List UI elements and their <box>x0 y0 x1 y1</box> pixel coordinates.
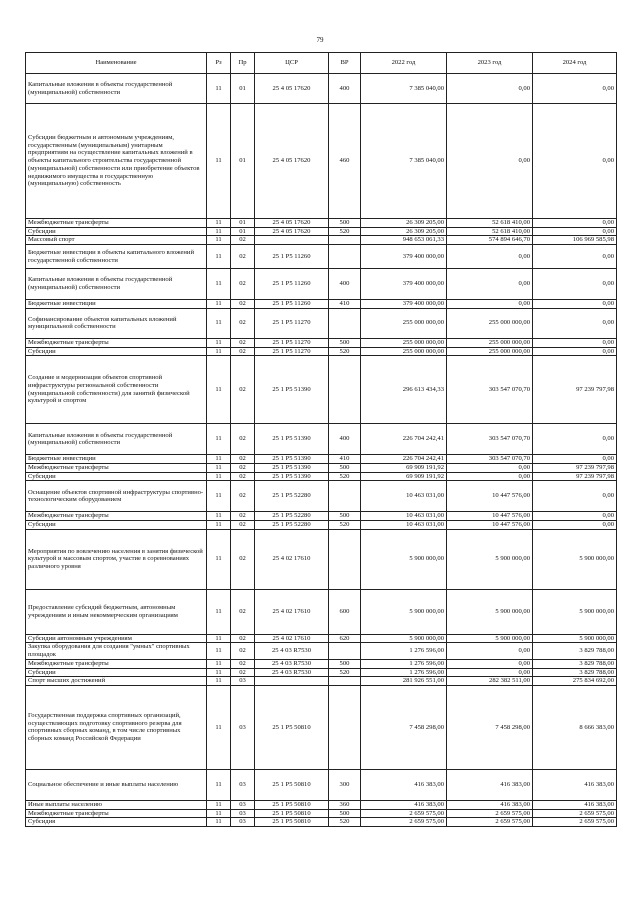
cell-2023: 0,00 <box>447 463 533 472</box>
cell-name: Массовый спорт <box>26 236 207 245</box>
cell-rz: 11 <box>207 227 231 236</box>
cell-2022: 10 463 031,00 <box>361 512 447 521</box>
cell-2024: 0,00 <box>533 74 617 104</box>
table-row <box>26 455 617 464</box>
cell-2022: 255 000 000,00 <box>361 338 447 347</box>
cell-csr: 25 1 P5 50810 <box>255 818 329 827</box>
cell-2022: 379 400 000,00 <box>361 269 447 300</box>
header-2023: 2023 год <box>447 53 533 74</box>
table-row <box>26 227 617 236</box>
cell-rz: 11 <box>207 769 231 800</box>
cell-csr: 25 4 03 R7530 <box>255 668 329 677</box>
cell-pr: 02 <box>231 269 255 300</box>
cell-2024: 97 239 797,98 <box>533 356 617 424</box>
cell-vr: 520 <box>329 472 361 481</box>
table-row <box>26 236 617 245</box>
table-body <box>26 74 617 827</box>
cell-2024: 0,00 <box>533 481 617 512</box>
cell-vr: 500 <box>329 512 361 521</box>
table-row <box>26 818 617 827</box>
cell-vr: 410 <box>329 455 361 464</box>
cell-2024: 5 900 000,00 <box>533 589 617 634</box>
budget-table <box>25 52 617 827</box>
table-row <box>26 104 617 219</box>
cell-csr: 25 1 P5 51390 <box>255 356 329 424</box>
cell-2024: 2 659 575,00 <box>533 809 617 818</box>
cell-name: Межбюджетные трансферты <box>26 463 207 472</box>
cell-pr: 03 <box>231 685 255 769</box>
cell-2023: 7 458 298,00 <box>447 685 533 769</box>
cell-2023: 0,00 <box>447 300 533 309</box>
cell-2023: 10 447 576,00 <box>447 512 533 521</box>
cell-2023: 303 547 070,70 <box>447 356 533 424</box>
cell-2023: 2 659 575,00 <box>447 818 533 827</box>
cell-2022: 416 383,00 <box>361 769 447 800</box>
table-row <box>26 463 617 472</box>
cell-rz: 11 <box>207 685 231 769</box>
cell-name: Создание и модернизация объектов спортивной инфраструктуры региональной собственности (муниципальной собственности) для занятий физической культурой и спортом <box>26 356 207 424</box>
cell-rz: 11 <box>207 677 231 686</box>
header-csr: ЦСР <box>255 53 329 74</box>
cell-vr: 520 <box>329 668 361 677</box>
cell-pr: 03 <box>231 800 255 809</box>
cell-csr: 25 4 02 17610 <box>255 529 329 589</box>
cell-pr: 02 <box>231 634 255 643</box>
cell-name: Бюджетные инвестиции в объекты капитального вложений государственной собственности <box>26 245 207 269</box>
cell-2024: 5 900 000,00 <box>533 529 617 589</box>
cell-pr: 02 <box>231 643 255 659</box>
cell-name: Межбюджетные трансферты <box>26 219 207 228</box>
cell-name: Межбюджетные трансферты <box>26 512 207 521</box>
cell-pr: 03 <box>231 769 255 800</box>
cell-2024: 0,00 <box>533 308 617 338</box>
cell-rz: 11 <box>207 300 231 309</box>
cell-2024: 275 834 692,00 <box>533 677 617 686</box>
cell-2024: 0,00 <box>533 347 617 356</box>
cell-2023: 255 000 000,00 <box>447 338 533 347</box>
cell-csr <box>255 677 329 686</box>
table-row <box>26 481 617 512</box>
cell-rz: 11 <box>207 269 231 300</box>
cell-2022: 296 613 434,33 <box>361 356 447 424</box>
cell-rz: 11 <box>207 668 231 677</box>
cell-2024: 0,00 <box>533 338 617 347</box>
table-row <box>26 74 617 104</box>
table-row <box>26 800 617 809</box>
cell-name: Мероприятия по вовлечению населения в занятия физической культурой и массовым спортом, участие в соревнованиях различного уровня <box>26 529 207 589</box>
cell-csr: 25 4 05 17620 <box>255 219 329 228</box>
cell-csr: 25 1 P5 11260 <box>255 269 329 300</box>
cell-rz: 11 <box>207 659 231 668</box>
cell-rz: 11 <box>207 529 231 589</box>
table-row <box>26 685 617 769</box>
table-row <box>26 769 617 800</box>
cell-2022: 379 400 000,00 <box>361 245 447 269</box>
cell-vr: 520 <box>329 347 361 356</box>
cell-pr: 02 <box>231 521 255 530</box>
cell-2022: 10 463 031,00 <box>361 521 447 530</box>
cell-2023: 10 447 576,00 <box>447 481 533 512</box>
cell-vr <box>329 236 361 245</box>
cell-2023: 52 618 410,00 <box>447 219 533 228</box>
cell-pr: 03 <box>231 677 255 686</box>
table-row <box>26 589 617 634</box>
cell-2023: 0,00 <box>447 668 533 677</box>
cell-rz: 11 <box>207 104 231 219</box>
cell-vr: 520 <box>329 818 361 827</box>
table-row <box>26 512 617 521</box>
cell-vr: 600 <box>329 589 361 634</box>
cell-csr: 25 4 05 17620 <box>255 227 329 236</box>
cell-vr <box>329 245 361 269</box>
table-row <box>26 668 617 677</box>
cell-pr: 02 <box>231 338 255 347</box>
cell-vr: 400 <box>329 269 361 300</box>
cell-name: Спорт высших достижений <box>26 677 207 686</box>
cell-2024: 0,00 <box>533 245 617 269</box>
cell-vr: 500 <box>329 809 361 818</box>
cell-pr: 02 <box>231 308 255 338</box>
cell-vr <box>329 643 361 659</box>
cell-2022: 255 000 000,00 <box>361 347 447 356</box>
cell-vr <box>329 356 361 424</box>
cell-2023: 52 618 410,00 <box>447 227 533 236</box>
cell-vr: 400 <box>329 424 361 455</box>
cell-rz: 11 <box>207 800 231 809</box>
cell-pr: 02 <box>231 347 255 356</box>
cell-pr: 02 <box>231 472 255 481</box>
cell-vr: 360 <box>329 800 361 809</box>
cell-csr: 25 4 05 17620 <box>255 74 329 104</box>
cell-2022: 69 909 191,92 <box>361 463 447 472</box>
cell-vr <box>329 308 361 338</box>
cell-rz: 11 <box>207 643 231 659</box>
cell-rz: 11 <box>207 818 231 827</box>
cell-2022: 69 909 191,92 <box>361 472 447 481</box>
cell-2022: 7 385 040,00 <box>361 104 447 219</box>
cell-pr: 02 <box>231 512 255 521</box>
cell-csr: 25 1 P5 50810 <box>255 800 329 809</box>
cell-2022: 7 385 040,00 <box>361 74 447 104</box>
cell-2022: 255 000 000,00 <box>361 308 447 338</box>
cell-rz: 11 <box>207 521 231 530</box>
cell-2023: 416 383,00 <box>447 769 533 800</box>
cell-2022: 10 463 031,00 <box>361 481 447 512</box>
table-row <box>26 245 617 269</box>
cell-name: Социальное обеспечение и иные выплаты населению <box>26 769 207 800</box>
cell-csr: 25 4 02 17610 <box>255 634 329 643</box>
cell-rz: 11 <box>207 338 231 347</box>
cell-2024: 0,00 <box>533 521 617 530</box>
cell-2024: 0,00 <box>533 219 617 228</box>
cell-pr: 02 <box>231 424 255 455</box>
table-row <box>26 269 617 300</box>
cell-2023: 2 659 575,00 <box>447 809 533 818</box>
cell-2024: 97 239 797,98 <box>533 472 617 481</box>
cell-name: Субсидии <box>26 521 207 530</box>
cell-name: Закупка оборудования для создания "умных" спортивных площадок <box>26 643 207 659</box>
cell-2024: 0,00 <box>533 455 617 464</box>
cell-2022: 416 383,00 <box>361 800 447 809</box>
cell-2023: 255 000 000,00 <box>447 347 533 356</box>
cell-name: Софинансирование объектов капитальных вложений муниципальной собственности <box>26 308 207 338</box>
cell-2022: 7 458 298,00 <box>361 685 447 769</box>
cell-vr: 520 <box>329 521 361 530</box>
table-row <box>26 659 617 668</box>
cell-vr: 460 <box>329 104 361 219</box>
cell-name: Субсидии <box>26 347 207 356</box>
cell-2024: 3 829 788,00 <box>533 643 617 659</box>
cell-csr: 25 4 03 R7530 <box>255 643 329 659</box>
cell-2023: 0,00 <box>447 74 533 104</box>
cell-2024: 0,00 <box>533 300 617 309</box>
table-row <box>26 529 617 589</box>
cell-rz: 11 <box>207 634 231 643</box>
cell-pr: 02 <box>231 356 255 424</box>
cell-pr: 02 <box>231 236 255 245</box>
table-row <box>26 356 617 424</box>
cell-csr: 25 1 P5 50810 <box>255 769 329 800</box>
cell-name: Капитальные вложения в объекты государственной (муниципальной) собственности <box>26 74 207 104</box>
cell-name: Субсидии бюджетным и автономным учреждениям, государственным (муниципальным) унитарным предприятиям на осуществление капитальных вложений в объекты капитального строительства государственной (муниципальной) собственности или приобретение объектов недвижимого имущества в государственную (муниципальную) собственность <box>26 104 207 219</box>
cell-csr: 25 1 P5 50810 <box>255 685 329 769</box>
cell-vr: 620 <box>329 634 361 643</box>
cell-csr: 25 1 P5 11260 <box>255 300 329 309</box>
cell-csr: 25 4 02 17610 <box>255 589 329 634</box>
header-name: Наименование <box>26 53 207 74</box>
cell-rz: 11 <box>207 74 231 104</box>
cell-csr <box>255 236 329 245</box>
cell-2022: 1 276 596,00 <box>361 659 447 668</box>
cell-2024: 0,00 <box>533 227 617 236</box>
cell-vr: 500 <box>329 338 361 347</box>
cell-2024: 0,00 <box>533 424 617 455</box>
table-row <box>26 809 617 818</box>
cell-pr: 03 <box>231 818 255 827</box>
header-2024: 2024 год <box>533 53 617 74</box>
cell-pr: 02 <box>231 589 255 634</box>
cell-2023: 0,00 <box>447 472 533 481</box>
cell-2023: 574 894 646,70 <box>447 236 533 245</box>
cell-name: Государственная поддержка спортивных организаций, осуществляющих подготовку спортивного резерва для спортивных сборных команд, в том числе спортивных сборных команд Российской Федерации <box>26 685 207 769</box>
cell-2023: 255 000 000,00 <box>447 308 533 338</box>
header-vr: ВР <box>329 53 361 74</box>
cell-2022: 5 900 000,00 <box>361 589 447 634</box>
cell-2023: 416 383,00 <box>447 800 533 809</box>
cell-2023: 0,00 <box>447 245 533 269</box>
cell-csr: 25 1 P5 51390 <box>255 424 329 455</box>
cell-vr: 410 <box>329 300 361 309</box>
cell-2022: 5 900 000,00 <box>361 634 447 643</box>
cell-pr: 01 <box>231 219 255 228</box>
cell-2024: 416 383,00 <box>533 769 617 800</box>
cell-vr: 500 <box>329 659 361 668</box>
cell-2024: 416 383,00 <box>533 800 617 809</box>
cell-2022: 226 704 242,41 <box>361 424 447 455</box>
cell-2022: 1 276 596,00 <box>361 668 447 677</box>
cell-vr <box>329 677 361 686</box>
cell-vr: 400 <box>329 74 361 104</box>
table-row <box>26 521 617 530</box>
cell-2023: 0,00 <box>447 643 533 659</box>
header-2022: 2022 год <box>361 53 447 74</box>
cell-2024: 0,00 <box>533 269 617 300</box>
cell-name: Бюджетные инвестиции <box>26 455 207 464</box>
cell-2022: 226 704 242,41 <box>361 455 447 464</box>
cell-vr: 500 <box>329 219 361 228</box>
cell-2023: 5 900 000,00 <box>447 634 533 643</box>
table-row <box>26 300 617 309</box>
table-header-row <box>26 53 617 74</box>
cell-csr: 25 1 P5 52280 <box>255 481 329 512</box>
cell-rz: 11 <box>207 809 231 818</box>
cell-csr: 25 1 P5 51390 <box>255 463 329 472</box>
cell-pr: 02 <box>231 463 255 472</box>
cell-csr: 25 1 P5 11260 <box>255 245 329 269</box>
table-row <box>26 634 617 643</box>
cell-name: Иные выплаты населению <box>26 800 207 809</box>
cell-csr: 25 1 P5 11270 <box>255 347 329 356</box>
cell-pr: 01 <box>231 74 255 104</box>
cell-2023: 282 382 511,00 <box>447 677 533 686</box>
cell-2022: 2 659 575,00 <box>361 809 447 818</box>
cell-2023: 303 547 070,70 <box>447 424 533 455</box>
cell-vr <box>329 529 361 589</box>
cell-2022: 948 653 061,33 <box>361 236 447 245</box>
cell-vr <box>329 481 361 512</box>
cell-name: Оснащение объектов спортивной инфраструктуры спортивно-технологическим оборудованием <box>26 481 207 512</box>
cell-2022: 281 926 551,00 <box>361 677 447 686</box>
table-row <box>26 643 617 659</box>
table-row <box>26 424 617 455</box>
cell-2024: 0,00 <box>533 104 617 219</box>
cell-pr: 01 <box>231 104 255 219</box>
cell-2024: 3 829 788,00 <box>533 668 617 677</box>
cell-2024: 5 900 000,00 <box>533 634 617 643</box>
cell-csr: 25 1 P5 50810 <box>255 809 329 818</box>
cell-2022: 26 309 205,00 <box>361 219 447 228</box>
cell-2023: 0,00 <box>447 269 533 300</box>
cell-name: Межбюджетные трансферты <box>26 809 207 818</box>
cell-pr: 02 <box>231 300 255 309</box>
cell-2022: 379 400 000,00 <box>361 300 447 309</box>
cell-pr: 02 <box>231 455 255 464</box>
cell-csr: 25 1 P5 52280 <box>255 512 329 521</box>
cell-name: Субсидии <box>26 472 207 481</box>
cell-rz: 11 <box>207 356 231 424</box>
table-row <box>26 308 617 338</box>
cell-2024: 97 239 797,98 <box>533 463 617 472</box>
header-rz: Рз <box>207 53 231 74</box>
cell-rz: 11 <box>207 308 231 338</box>
cell-vr <box>329 685 361 769</box>
cell-rz: 11 <box>207 219 231 228</box>
cell-csr: 25 1 P5 11270 <box>255 308 329 338</box>
cell-csr: 25 4 05 17620 <box>255 104 329 219</box>
cell-vr: 500 <box>329 463 361 472</box>
cell-2022: 2 659 575,00 <box>361 818 447 827</box>
cell-rz: 11 <box>207 236 231 245</box>
cell-pr: 01 <box>231 227 255 236</box>
cell-2024: 106 969 585,98 <box>533 236 617 245</box>
cell-2024: 2 659 575,00 <box>533 818 617 827</box>
cell-2023: 10 447 576,00 <box>447 521 533 530</box>
cell-name: Субсидии <box>26 227 207 236</box>
cell-2024: 3 829 788,00 <box>533 659 617 668</box>
cell-name: Бюджетные инвестиции <box>26 300 207 309</box>
cell-rz: 11 <box>207 512 231 521</box>
table-row <box>26 219 617 228</box>
cell-2022: 1 276 596,00 <box>361 643 447 659</box>
cell-csr: 25 1 P5 11270 <box>255 338 329 347</box>
cell-2023: 0,00 <box>447 104 533 219</box>
table-row <box>26 347 617 356</box>
cell-name: Субсидии <box>26 668 207 677</box>
table-row <box>26 338 617 347</box>
cell-2024: 8 666 383,00 <box>533 685 617 769</box>
cell-pr: 02 <box>231 668 255 677</box>
cell-name: Субсидии автономным учреждениям <box>26 634 207 643</box>
cell-rz: 11 <box>207 463 231 472</box>
cell-vr: 520 <box>329 227 361 236</box>
cell-rz: 11 <box>207 245 231 269</box>
cell-2023: 0,00 <box>447 659 533 668</box>
cell-csr: 25 1 P5 51390 <box>255 472 329 481</box>
cell-rz: 11 <box>207 472 231 481</box>
cell-rz: 11 <box>207 481 231 512</box>
cell-name: Капитальные вложения в объекты государственной (муниципальной) собственности <box>26 424 207 455</box>
cell-2024: 0,00 <box>533 512 617 521</box>
table-row <box>26 677 617 686</box>
cell-pr: 02 <box>231 659 255 668</box>
cell-name: Межбюджетные трансферты <box>26 338 207 347</box>
cell-2023: 303 547 070,70 <box>447 455 533 464</box>
cell-pr: 02 <box>231 529 255 589</box>
cell-csr: 25 1 P5 51390 <box>255 455 329 464</box>
cell-2023: 5 900 000,00 <box>447 529 533 589</box>
cell-rz: 11 <box>207 347 231 356</box>
cell-pr: 03 <box>231 809 255 818</box>
cell-2023: 5 900 000,00 <box>447 589 533 634</box>
cell-vr: 300 <box>329 769 361 800</box>
cell-2022: 5 900 000,00 <box>361 529 447 589</box>
cell-rz: 11 <box>207 455 231 464</box>
cell-pr: 02 <box>231 481 255 512</box>
cell-name: Субсидия <box>26 818 207 827</box>
cell-csr: 25 1 P5 52280 <box>255 521 329 530</box>
cell-rz: 11 <box>207 424 231 455</box>
cell-name: Капитальные вложения в объекты государственной (муниципальной) собственности <box>26 269 207 300</box>
cell-2022: 26 309 205,00 <box>361 227 447 236</box>
header-pr: Пр <box>231 53 255 74</box>
cell-pr: 02 <box>231 245 255 269</box>
cell-csr: 25 4 03 R7530 <box>255 659 329 668</box>
cell-name: Предоставление субсидий бюджетным, автономным учреждениям и иным некоммерческим организациям <box>26 589 207 634</box>
table-row <box>26 472 617 481</box>
page-number: 79 <box>316 36 324 44</box>
cell-rz: 11 <box>207 589 231 634</box>
cell-name: Межбюджетные трансферты <box>26 659 207 668</box>
